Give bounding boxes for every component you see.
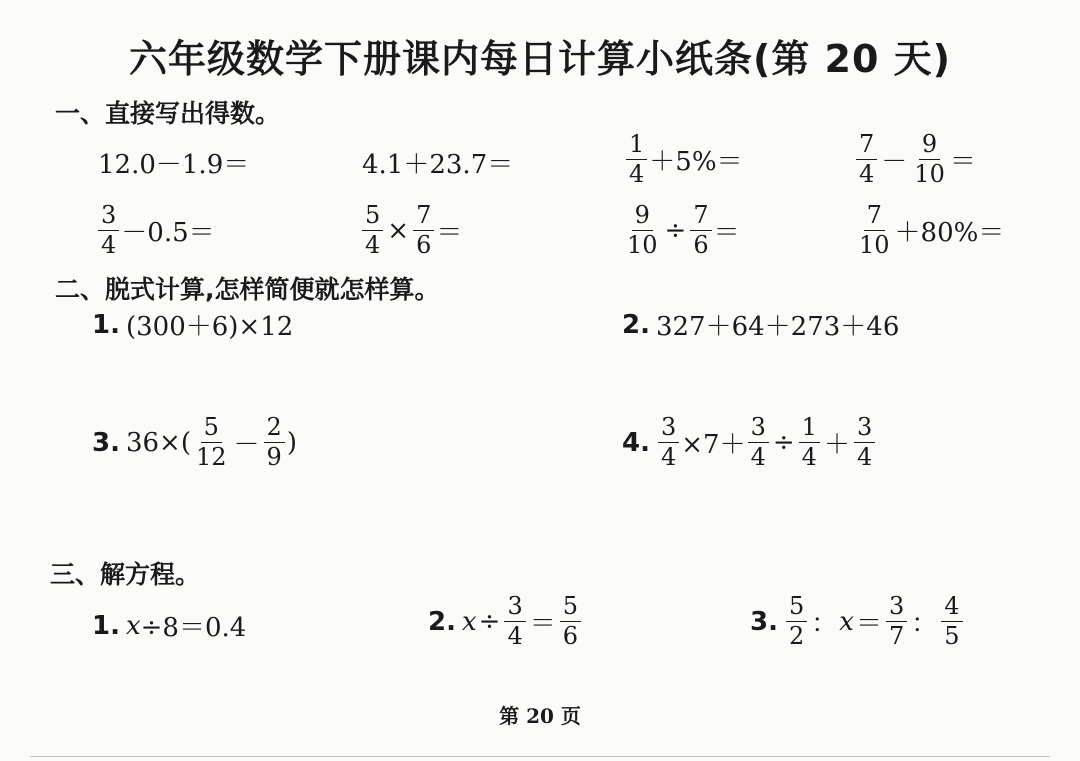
fraction	[626, 132, 647, 187]
fraction	[799, 415, 820, 470]
numerator: 9	[632, 203, 653, 231]
denominator: 10	[859, 231, 890, 260]
fraction	[856, 203, 893, 258]
q2-p3-post: )	[286, 427, 297, 458]
problem-number: 1.	[92, 610, 120, 641]
q3-p1-rest: ÷8＝0.4	[140, 613, 247, 643]
denominator: 10	[914, 160, 945, 189]
numerator: 1	[626, 132, 647, 160]
q1-c	[624, 132, 743, 187]
numerator: 7	[690, 203, 711, 231]
problem-number: 2.	[428, 606, 456, 637]
section-1-heading: 一、直接写出得数。	[55, 99, 281, 128]
page-title: 六年级数学下册课内每日计算小纸条(第 20 天)	[128, 37, 952, 81]
denominator: 9	[266, 443, 282, 472]
fraction	[886, 594, 907, 649]
denominator: 4	[856, 443, 873, 472]
q3-p3	[750, 594, 965, 649]
q1-b-text: 4.1＋23.7＝	[362, 150, 514, 180]
section-2-heading: 二、脱式计算,怎样简便就怎样算。	[55, 275, 440, 304]
q1-h-rest: ＋80%＝	[894, 218, 1005, 249]
q1-a-text: 12.0－1.9＝	[98, 150, 250, 180]
numerator: 4	[941, 594, 962, 622]
denominator: 4	[750, 443, 766, 472]
q3-p2	[428, 594, 583, 649]
q1-h	[854, 203, 1004, 258]
fraction	[748, 415, 769, 470]
q1-a	[98, 144, 249, 181]
fraction	[362, 203, 383, 258]
denominator: 4	[801, 443, 817, 472]
operator: ×7＋	[681, 430, 746, 461]
equals: ＝	[529, 609, 556, 640]
denominator: 6	[562, 622, 579, 651]
operator: ＋	[823, 430, 850, 461]
numerator: 7	[413, 203, 434, 231]
numerator: 9	[919, 132, 940, 160]
numerator: 3	[98, 203, 119, 231]
problem-number: 3.	[750, 606, 778, 637]
q2-p3-pre: 36×(	[125, 427, 191, 458]
operator: ÷	[478, 606, 501, 637]
page-number: 第 20 页	[499, 704, 581, 728]
operator: －	[233, 430, 260, 461]
fraction	[504, 594, 525, 649]
q2-p2	[622, 306, 899, 343]
fraction	[856, 132, 877, 187]
denominator: 10	[627, 231, 658, 260]
q1-e	[96, 203, 215, 258]
operator: ×	[387, 215, 410, 246]
numerator: 5	[786, 594, 807, 622]
fraction	[624, 203, 661, 258]
q1-g	[622, 203, 740, 258]
numerator: 3	[504, 594, 525, 622]
numerator: 3	[854, 415, 875, 443]
denominator: 6	[416, 231, 432, 260]
equals: ＝	[855, 609, 882, 640]
problem-number: 3.	[92, 427, 120, 458]
denominator: 4	[507, 622, 523, 651]
operator: ÷	[664, 215, 687, 246]
section-3-heading: 三、解方程。	[50, 560, 201, 589]
fraction	[193, 415, 230, 470]
denominator: 4	[660, 443, 677, 472]
q1-e-rest: －0.5＝	[121, 218, 215, 249]
bottom-divider	[30, 756, 1050, 757]
q1-b	[362, 144, 513, 181]
denominator: 4	[101, 231, 117, 260]
numerator: 1	[799, 415, 820, 443]
fraction	[98, 203, 119, 258]
numerator: 5	[560, 594, 581, 622]
denominator: 5	[944, 622, 960, 651]
numerator: 3	[658, 415, 679, 443]
fraction	[413, 203, 434, 258]
q1-f	[360, 203, 462, 258]
numerator: 7	[864, 203, 885, 231]
equals: ＝	[713, 218, 740, 249]
fraction	[658, 415, 679, 470]
numerator: 5	[201, 415, 222, 443]
denominator: 7	[888, 622, 905, 651]
problem-number: 1.	[92, 309, 120, 340]
fraction	[941, 594, 962, 649]
q2-p2-expr: 327＋64＋273＋46	[655, 312, 900, 342]
q2-p4	[622, 415, 877, 470]
fraction	[560, 594, 581, 649]
fraction	[264, 415, 285, 470]
q1-d	[854, 132, 976, 187]
numerator: 3	[886, 594, 907, 622]
q2-p1	[92, 306, 293, 343]
denominator: 4	[365, 231, 381, 260]
q2-p3	[92, 415, 297, 470]
numerator: 3	[748, 415, 769, 443]
denominator: 2	[788, 622, 805, 651]
numerator: 5	[362, 203, 383, 231]
denominator: 4	[859, 160, 875, 189]
fraction	[911, 132, 948, 187]
denominator: 12	[195, 443, 227, 472]
variable: x	[461, 606, 477, 637]
ratio-colon: ：	[911, 609, 938, 640]
numerator: 2	[264, 415, 285, 443]
equals: ＝	[949, 147, 976, 178]
q2-p1-expr: (300＋6)×12	[125, 312, 294, 342]
denominator: 4	[629, 160, 645, 189]
fraction	[854, 415, 875, 470]
numerator: 7	[856, 132, 877, 160]
equals: ＝	[436, 218, 463, 249]
fraction	[786, 594, 807, 649]
denominator: 6	[693, 231, 709, 260]
variable: x	[125, 610, 141, 641]
problem-number: 2.	[622, 309, 650, 340]
q1-c-rest: ＋5%＝	[649, 147, 743, 178]
fraction	[690, 203, 711, 258]
operator: －	[881, 147, 908, 178]
operator: ÷	[772, 427, 795, 458]
problem-number: 4.	[622, 427, 650, 458]
variable: x	[839, 606, 854, 637]
ratio-colon: ：	[811, 609, 838, 640]
q3-p1	[92, 607, 246, 644]
